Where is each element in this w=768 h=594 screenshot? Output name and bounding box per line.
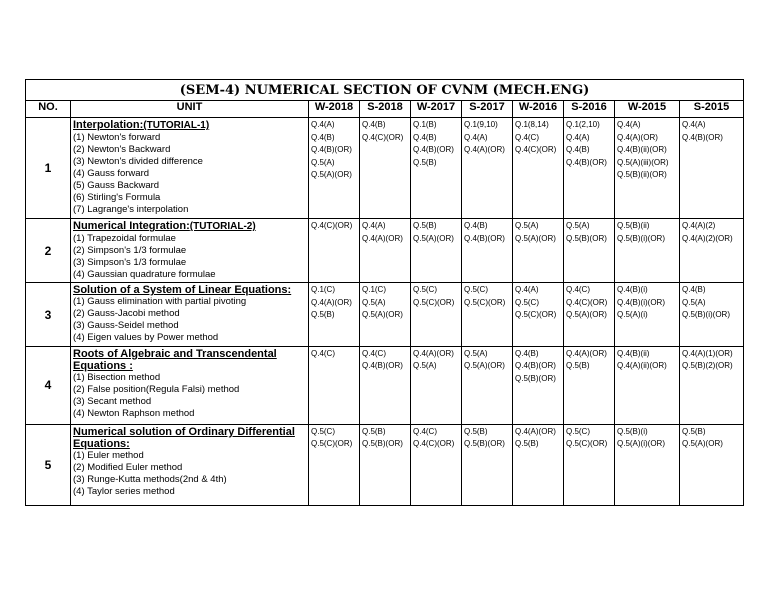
question-cell	[615, 283, 680, 346]
unit-topic: (4) Gauss forward	[73, 168, 150, 180]
question-cell	[360, 219, 411, 283]
question-ref: Q.4(B)(OR)	[413, 145, 454, 155]
unit-topic: (1) Bisection method	[73, 371, 161, 383]
unit-topic: (4) Newton Raphson method	[73, 407, 195, 419]
header-unit: UNIT	[71, 101, 309, 118]
unit-topic: (5) Gauss Backward	[73, 180, 160, 192]
unit-topic: (1) Euler method	[73, 449, 144, 461]
question-ref: Q.1(B)	[413, 120, 437, 130]
unit-cell	[71, 118, 309, 219]
question-cell	[462, 424, 513, 505]
question-ref: Q.4(C)	[566, 285, 590, 295]
unit-topic: (1) Newton's forward	[73, 132, 161, 144]
header-row	[26, 101, 744, 118]
question-ref: Q.4(B)	[362, 120, 386, 130]
question-cell	[360, 424, 411, 505]
question-cell	[462, 283, 513, 346]
question-ref: Q.4(B)(i)	[617, 285, 648, 295]
question-cell	[564, 219, 615, 283]
unit-topic: (7) Lagrange's interpolation	[73, 204, 189, 216]
question-ref: Q.5(B)(OR)	[566, 233, 607, 243]
question-ref: Q.4(A)(OR)	[311, 297, 352, 307]
question-ref: Q.4(C)(OR)	[362, 132, 404, 142]
question-ref: Q.1(8,14)	[515, 120, 549, 130]
question-cell	[513, 219, 564, 283]
question-cell	[513, 118, 564, 219]
question-ref: Q.4(A)(ii)(OR)	[617, 361, 667, 371]
question-cell	[513, 283, 564, 346]
question-cell	[615, 346, 680, 424]
table-row	[26, 424, 744, 505]
header-no: NO.	[26, 101, 71, 118]
question-ref: Q.4(C)	[413, 426, 437, 436]
question-ref: Q.4(A)(OR)	[464, 145, 505, 155]
unit-title: Numerical Integration:(TUTORIAL-2)	[73, 220, 256, 233]
question-ref: Q.4(A)(OR)	[362, 233, 403, 243]
question-ref: Q.5(C)(OR)	[413, 297, 455, 307]
question-ref: Q.4(B)(OR)	[515, 361, 556, 371]
question-ref: Q.5(C)(OR)	[566, 439, 608, 449]
question-cell	[615, 219, 680, 283]
question-ref: Q.1(9,10)	[464, 120, 498, 130]
unit-topic: (2) False position(Regula Falsi) method	[73, 383, 240, 395]
question-ref: Q.5(B)	[464, 426, 488, 436]
question-ref: Q.5(C)	[515, 297, 539, 307]
question-ref: Q.5(B)(ii)	[617, 221, 650, 231]
question-ref: Q.5(B)(ii)(OR)	[617, 170, 667, 180]
question-cell	[411, 346, 462, 424]
question-ref: Q.5(A)	[464, 348, 488, 358]
question-ref: Q.5(B)	[566, 361, 590, 371]
question-ref: Q.5(C)	[413, 285, 437, 295]
unit-cell	[71, 219, 309, 283]
question-ref: Q.5(A)(OR)	[464, 361, 505, 371]
question-ref: Q.5(B)(OR)	[362, 439, 403, 449]
question-ref: Q.5(B)(i)(OR)	[617, 233, 665, 243]
question-ref: Q.5(A)(OR)	[362, 310, 403, 320]
question-cell	[615, 118, 680, 219]
row-number: 2	[26, 219, 71, 283]
unit-topic: (2) Gauss-Jacobi method	[73, 308, 180, 320]
question-ref: Q.1(2,10)	[566, 120, 600, 130]
question-cell	[360, 283, 411, 346]
question-cell	[309, 219, 360, 283]
table-row	[26, 346, 744, 424]
question-cell	[513, 346, 564, 424]
question-ref: Q.5(B)	[413, 221, 437, 231]
question-ref: Q.5(B)	[413, 157, 437, 167]
question-ref: Q.4(B)(ii)	[617, 348, 650, 358]
question-ref: Q.4(B)(OR)	[464, 233, 505, 243]
question-ref: Q.4(A)(2)(OR)	[682, 233, 733, 243]
question-cell	[564, 283, 615, 346]
unit-topic: (2) Newton's Backward	[73, 144, 171, 156]
unit-topic: (2) Modified Euler method	[73, 461, 183, 473]
question-ref: Q.4(C)	[311, 348, 335, 358]
question-ref: Q.4(B)(ii)(OR)	[617, 145, 667, 155]
question-cell	[680, 346, 744, 424]
question-cell	[411, 283, 462, 346]
question-ref: Q.4(A)(OR)	[617, 132, 658, 142]
question-ref: Q.4(A)	[464, 132, 488, 142]
unit-title-continued: Equations:	[73, 437, 130, 450]
question-cell	[462, 219, 513, 283]
question-ref: Q.4(B)(i)(OR)	[617, 297, 665, 307]
question-ref: Q.5(C)	[311, 426, 335, 436]
question-ref: Q.5(A)(OR)	[515, 233, 556, 243]
unit-tutorial: (TUTORIAL-1)	[143, 120, 210, 132]
question-cell	[360, 118, 411, 219]
question-ref: Q.4(B)(OR)	[682, 132, 723, 142]
unit-tutorial: (TUTORIAL-2)	[189, 221, 256, 233]
unit-topic: (6) Stirling's Formula	[73, 192, 161, 204]
question-ref: Q.5(B)(i)	[617, 426, 648, 436]
unit-title: Interpolation:(TUTORIAL-1)	[73, 119, 210, 132]
question-cell	[309, 346, 360, 424]
unit-topic: (3) Simpson's 1/3 formulae	[73, 257, 187, 269]
row-number: 4	[26, 346, 71, 424]
question-ref: Q.4(C)(OR)	[413, 439, 455, 449]
question-ref: Q.5(C)(OR)	[464, 297, 506, 307]
question-ref: Q.4(A)(2)	[682, 221, 716, 231]
question-cell	[680, 424, 744, 505]
row-number: 3	[26, 283, 71, 346]
question-ref: Q.5(A)	[413, 361, 437, 371]
question-ref: Q.5(B)	[515, 439, 539, 449]
unit-title: Roots of Algebraic and Transcendental	[73, 347, 277, 360]
question-ref: Q.4(A)	[362, 221, 386, 231]
unit-topic: (3) Runge-Kutta methods(2nd & 4th)	[73, 473, 227, 485]
table-row	[26, 283, 744, 346]
question-ref: Q.5(B)(OR)	[515, 373, 556, 383]
question-ref: Q.5(B)(OR)	[464, 439, 505, 449]
question-ref: Q.5(C)(OR)	[515, 310, 557, 320]
question-ref: Q.4(B)	[464, 221, 488, 231]
question-ref: Q.4(A)	[617, 120, 641, 130]
header-w2015: W-2015	[615, 101, 680, 118]
question-ref: Q.5(C)(OR)	[311, 439, 353, 449]
question-cell	[309, 283, 360, 346]
question-ref: Q.4(B)(OR)	[311, 145, 352, 155]
question-cell	[615, 424, 680, 505]
unit-topic: (3) Newton's divided difference	[73, 156, 203, 168]
question-ref: Q.4(A)(1)(OR)	[682, 348, 733, 358]
question-cell	[462, 118, 513, 219]
question-ref: Q.5(A)	[311, 157, 335, 167]
question-ref: Q.1(C)	[362, 285, 386, 295]
question-ref: Q.4(A)	[311, 120, 335, 130]
question-ref: Q.4(B)	[311, 132, 335, 142]
question-cell	[462, 346, 513, 424]
unit-topic: (2) Simpson's 1/3 formulae	[73, 245, 187, 257]
question-ref: Q.4(C)(OR)	[311, 221, 353, 231]
question-ref: Q.5(A)	[566, 221, 590, 231]
question-ref: Q.5(B)(i)(OR)	[682, 310, 730, 320]
question-ref: Q.5(A)	[682, 297, 706, 307]
question-ref: Q.1(C)	[311, 285, 335, 295]
unit-topic: (4) Taylor series method	[73, 485, 175, 497]
header-w2018: W-2018	[309, 101, 360, 118]
question-ref: Q.5(A)(OR)	[682, 439, 723, 449]
question-ref: Q.5(B)	[682, 426, 706, 436]
unit-topic: (4) Eigen values by Power method	[73, 332, 219, 344]
question-ref: Q.4(A)	[515, 285, 539, 295]
question-ref: Q.4(C)(OR)	[566, 297, 608, 307]
question-ref: Q.5(B)	[311, 310, 335, 320]
table-row	[26, 118, 744, 219]
table-title: (SEM-4) NUMERICAL SECTION OF CVNM (MECH.ENG)	[26, 80, 744, 101]
unit-title-continued: Equations :	[73, 359, 133, 372]
question-ref: Q.4(A)(OR)	[413, 348, 454, 358]
question-ref: Q.4(B)	[682, 285, 706, 295]
table-row	[26, 219, 744, 283]
question-ref: Q.4(A)(OR)	[566, 348, 607, 358]
question-ref: Q.4(B)	[413, 132, 437, 142]
unit-title: Numerical solution of Ordinary Differential	[73, 425, 295, 438]
question-ref: Q.5(A)(i)	[617, 310, 648, 320]
header-w2017: W-2017	[411, 101, 462, 118]
header-s2017: S-2017	[462, 101, 513, 118]
question-cell	[411, 424, 462, 505]
header-s2018: S-2018	[360, 101, 411, 118]
question-ref: Q.4(B)(OR)	[566, 157, 607, 167]
header-s2015: S-2015	[680, 101, 744, 118]
unit-topic: (4) Gaussian quadrature formulae	[73, 269, 216, 281]
unit-cell	[71, 283, 309, 346]
unit-cell	[71, 346, 309, 424]
question-ref: Q.5(A)	[362, 297, 386, 307]
question-ref: Q.5(A)(iii)(OR)	[617, 157, 669, 167]
unit-title: Solution of a System of Linear Equations:	[73, 284, 292, 297]
question-cell	[513, 424, 564, 505]
question-ref: Q.5(A)(i)(OR)	[617, 439, 665, 449]
unit-topic: (1) Trapezoidal formulae	[73, 233, 176, 245]
unit-topic: (3) Gauss-Seidel method	[73, 320, 179, 332]
question-ref: Q.5(C)	[464, 285, 488, 295]
question-ref: Q.4(A)	[566, 132, 590, 142]
question-ref: Q.4(C)	[515, 132, 539, 142]
row-number: 5	[26, 424, 71, 505]
question-ref: Q.5(B)(2)(OR)	[682, 361, 733, 371]
question-ref: Q.4(B)(OR)	[362, 361, 403, 371]
question-cell	[411, 118, 462, 219]
question-cell	[360, 346, 411, 424]
syllabus-table	[25, 79, 744, 506]
question-cell	[680, 118, 744, 219]
question-cell	[309, 118, 360, 219]
row-number: 1	[26, 118, 71, 219]
question-ref: Q.5(A)	[515, 221, 539, 231]
question-cell	[564, 424, 615, 505]
question-ref: Q.5(A)(OR)	[566, 310, 607, 320]
question-ref: Q.4(B)	[515, 348, 539, 358]
table-body	[26, 118, 744, 506]
question-ref: Q.5(A)(OR)	[311, 170, 352, 180]
question-ref: Q.5(C)	[566, 426, 590, 436]
header-s2016: S-2016	[564, 101, 615, 118]
question-cell	[564, 118, 615, 219]
unit-topic: (1) Gauss elimination with partial pivoting	[73, 296, 247, 308]
unit-cell	[71, 424, 309, 505]
unit-topic: (3) Secant method	[73, 395, 152, 407]
question-cell	[680, 283, 744, 346]
question-cell	[411, 219, 462, 283]
question-ref: Q.5(B)	[362, 426, 386, 436]
header-w2016: W-2016	[513, 101, 564, 118]
question-ref: Q.4(C)	[362, 348, 386, 358]
question-ref: Q.4(B)	[566, 145, 590, 155]
question-ref: Q.5(A)(OR)	[413, 233, 454, 243]
question-ref: Q.4(A)	[682, 120, 706, 130]
question-ref: Q.4(C)(OR)	[515, 145, 557, 155]
question-ref: Q.4(A)(OR)	[515, 426, 556, 436]
question-cell	[564, 346, 615, 424]
question-cell	[680, 219, 744, 283]
question-cell	[309, 424, 360, 505]
